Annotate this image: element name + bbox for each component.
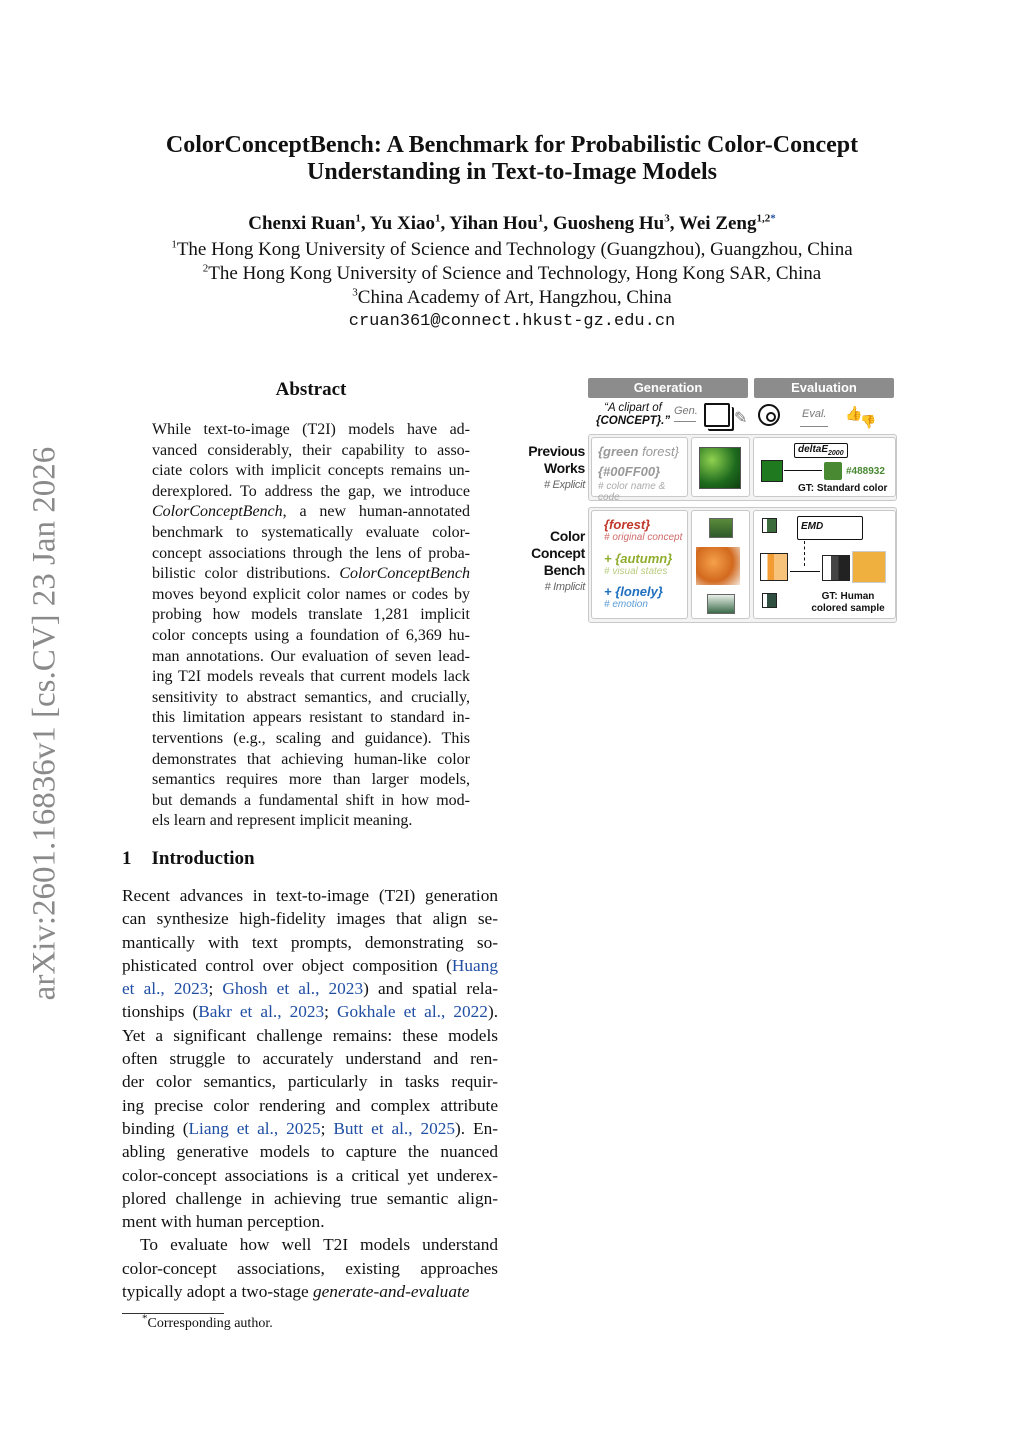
forest-image <box>699 447 741 489</box>
introduction-body <box>122 884 498 1303</box>
text-line <box>122 1233 498 1256</box>
author: Yihan Hou$^1$ <box>449 212 544 234</box>
text-line <box>122 977 498 1000</box>
text-line <box>122 931 498 954</box>
text-line <box>152 791 470 812</box>
citation-link[interactable]: Gokhale et al., 2022 <box>337 1002 488 1022</box>
text-span: der color semantics, particularly in tasks requir- <box>122 1072 498 1092</box>
text-line <box>152 647 470 668</box>
text-span: Recent advances in text-to-image (T2I) generation <box>122 886 498 905</box>
text-span: typically adopt a two-stage <box>122 1282 313 1302</box>
text-span: ing precise color rendering and complex attribute <box>122 1095 498 1115</box>
text-span: ColorConceptBench <box>339 565 470 583</box>
text-line <box>122 1164 498 1187</box>
histogram-icon <box>762 518 777 533</box>
text-span: but demands a fundamental shift in how mod- <box>152 791 470 809</box>
text-span: ; <box>324 1002 338 1022</box>
arrow-icon <box>800 426 828 427</box>
text-line <box>122 1000 498 1023</box>
gt-hex: #488932 <box>846 466 885 477</box>
citation-link[interactable]: Huang <box>451 955 498 975</box>
text-line <box>152 605 470 626</box>
text-span: ment with human perception. <box>122 1212 325 1232</box>
histogram-autumn <box>760 553 788 581</box>
title-line: Understanding in Text-to-Image Models <box>306 159 718 185</box>
text-line <box>152 523 470 544</box>
text-span: ciate colors with implicit concepts remains un- <box>152 462 470 480</box>
author: Yu Xiao$^1$ <box>369 212 441 234</box>
text-line <box>152 544 470 565</box>
double-arrow-icon <box>790 571 820 572</box>
title-line: ColorConceptBench: A Benchmark for Probabilistic Color-Concept <box>165 132 859 158</box>
text-span: ing T2I models reveals that current models lack <box>152 668 470 686</box>
author-list: Chenxi Ruan$^1$, Yu Xiao$^1$, Yihan Hou$^1$, Guosheng Hu$^3$, Wei Zeng$^{1,2*}$ <box>248 212 776 234</box>
text-span: ColorConceptBench <box>152 503 283 521</box>
text-span: color-concept associations is a critical yet underex- <box>122 1165 498 1185</box>
affiliation: $^3$China Academy of Art, Hangzhou, China <box>352 286 672 308</box>
gt-color-swatch <box>824 462 842 480</box>
text-line <box>152 688 470 709</box>
evaluation-header: Evaluation <box>754 378 894 398</box>
text-line <box>122 884 498 907</box>
citation-link[interactable]: Butt et al., 2025 <box>333 1118 456 1138</box>
text-line <box>122 1117 498 1140</box>
text-span: can synthesize high-fidelity images that align se- <box>122 909 498 929</box>
text-span: To evaluate how well T2I models understand <box>140 1235 498 1255</box>
paper-title <box>0 132 1024 186</box>
text-span: ) and spatial rela- <box>363 979 498 999</box>
text-span: mantically with text prompts, demonstrating so- <box>122 932 498 952</box>
arxiv-stamp: arXiv:2601.16836v1 [cs.CV] 23 Jan 2026 <box>26 446 63 1001</box>
text-line <box>152 420 470 441</box>
text-span: concept associations through the lens of proba- <box>152 544 470 562</box>
metric-deltae: deltaE$_{2000}$ <box>794 443 848 458</box>
text-span: man annotations. Our evaluation of seven lead- <box>152 647 470 665</box>
text-span: derexplored. To address the gap, we introduce <box>152 482 470 500</box>
text-line <box>152 502 470 523</box>
text-span: ). En- <box>455 1118 498 1138</box>
row-label-previous-works: Previous Works # Explicit <box>528 443 585 491</box>
text-line <box>122 1257 498 1280</box>
author: Chenxi Ruan$^1$ <box>248 212 361 234</box>
text-line <box>122 1094 498 1117</box>
footnote-link[interactable]: * <box>770 212 776 225</box>
text-line <box>152 564 470 585</box>
text-span: often struggle to accurately understand and ren- <box>122 1049 498 1069</box>
image-stack-icon <box>704 403 730 427</box>
forest-image <box>709 518 733 538</box>
generation-header: Generation <box>588 378 748 398</box>
text-span: tionships ( <box>122 1002 199 1022</box>
implicit-eval-box <box>753 510 896 619</box>
text-span: , a new human-annotated <box>282 503 470 521</box>
text-span: ; <box>208 979 223 999</box>
text-line <box>152 729 470 750</box>
text-span: moves beyond explicit color names or codes by <box>152 585 470 603</box>
text-line <box>122 1047 498 1070</box>
footnote-rule <box>122 1313 224 1314</box>
lonely-forest-image <box>707 594 735 614</box>
generated-image-box <box>691 437 750 497</box>
histogram-icon <box>762 593 777 608</box>
text-span: benchmark to systematically evaluate color- <box>152 523 470 541</box>
text-span: While text-to-image (T2I) models have ad- <box>152 421 470 438</box>
text-line <box>122 1187 498 1210</box>
implicit-prompt-box: {forest} # original concept + {autumn} # visual states + {lonely} # emotion <box>591 510 688 619</box>
autumn-forest-image <box>696 547 740 585</box>
text-span: probing how models translate 1,281 implicit <box>152 606 470 624</box>
text-line <box>152 585 470 606</box>
explicit-eval-box <box>753 437 896 497</box>
abstract-heading: Abstract <box>275 379 347 400</box>
text-span: this limitation appears resistant to standard in- <box>152 709 470 727</box>
prompt-template: “A clipart of {CONCEPT}.” <box>596 402 671 427</box>
text-line <box>122 1140 498 1163</box>
metric-emd: EMD <box>797 516 863 540</box>
text-line <box>152 482 470 503</box>
thumbs-up-icon: 👍 <box>845 405 863 421</box>
text-line <box>152 770 470 791</box>
text-span: vanced considerably, their capability to asso- <box>152 441 470 459</box>
gen-label: Gen. <box>674 405 698 417</box>
text-span: ; <box>320 1118 334 1138</box>
text-span: demonstrates that achieving human-like color <box>152 750 470 768</box>
section-heading-introduction: 1 Introduction <box>122 848 255 869</box>
citation-link[interactable]: Ghosh et al., 2023 <box>222 979 364 999</box>
text-span: terventions (e.g., scaling and guidance). This <box>152 729 470 747</box>
text-line <box>152 667 470 688</box>
text-line <box>122 1070 498 1093</box>
text-span: bilistic color distributions. <box>152 565 340 583</box>
citation-link[interactable]: et al., 2023 <box>122 979 209 999</box>
text-span: abling generative models to capture the nuanced <box>122 1142 498 1162</box>
citation-link[interactable]: Liang et al., 2025 <box>188 1118 321 1138</box>
text-span: els learn and represent implicit meaning. <box>152 812 413 830</box>
text-line <box>152 750 470 771</box>
text-line <box>152 626 470 647</box>
text-line <box>122 907 498 930</box>
text-span: binding ( <box>122 1118 189 1138</box>
eyedropper-icon: ✎ <box>734 410 748 427</box>
text-span: plored challenge in achieving true semantic align- <box>122 1188 498 1208</box>
generated-color-swatch <box>761 460 783 482</box>
text-line <box>122 1210 498 1233</box>
text-line <box>122 954 498 977</box>
text-span: ). <box>487 1002 499 1022</box>
double-arrow-icon <box>784 470 822 471</box>
author: Guosheng Hu$^3$ <box>552 212 670 234</box>
text-span: semantics requires more than larger models, <box>152 771 470 789</box>
email[interactable]: cruan361@connect.hkust-gz.edu.cn <box>348 312 676 331</box>
generated-images-box <box>691 510 750 619</box>
eval-label: Eval. <box>802 408 827 420</box>
human-colored-sample <box>852 551 886 583</box>
color-wheel-icon <box>758 404 780 426</box>
text-span: generate-and-evaluate <box>313 1282 470 1302</box>
thumbs-down-icon: 👎 <box>860 414 877 429</box>
citation-link[interactable]: Bakr et al., 2023 <box>198 1002 325 1022</box>
text-span: color concepts using a foundation of 6,369 hu- <box>152 626 470 644</box>
text-line <box>152 708 470 729</box>
arrow-icon <box>674 421 696 422</box>
text-span: color-concept associations, existing approaches <box>122 1258 498 1278</box>
affiliation: $^2$The Hong Kong University of Science and Technology, Hong Kong SAR, China <box>202 262 822 284</box>
histogram-human <box>822 555 850 581</box>
row-label-colorconceptbench: Color Concept Bench # Implicit <box>531 528 585 593</box>
text-line <box>122 1280 498 1303</box>
abstract-body <box>152 420 470 832</box>
explicit-prompt-box: {green forest} {#00FF00} # color name & code <box>591 437 688 497</box>
footnote: *Corresponding author. <box>142 1312 273 1331</box>
text-span: Yet a significant challenge remains: these models <box>122 1025 498 1045</box>
text-line <box>152 461 470 482</box>
text-line <box>152 811 470 832</box>
text-span: phisticated control over object composition ( <box>122 955 452 975</box>
affiliation: $^1$The Hong Kong University of Science and Technology (Guangzhou), Guangzhou, China <box>171 238 853 260</box>
gt-human-label: GT: Human colored sample <box>811 591 885 614</box>
gt-standard-label: GT: Standard color <box>798 483 888 494</box>
author: Wei Zeng$^{1,2*}$ <box>678 212 776 234</box>
text-line <box>122 1024 498 1047</box>
text-span: sensitivity to abstract semantics, and crucially, <box>152 688 470 706</box>
text-line <box>152 441 470 462</box>
